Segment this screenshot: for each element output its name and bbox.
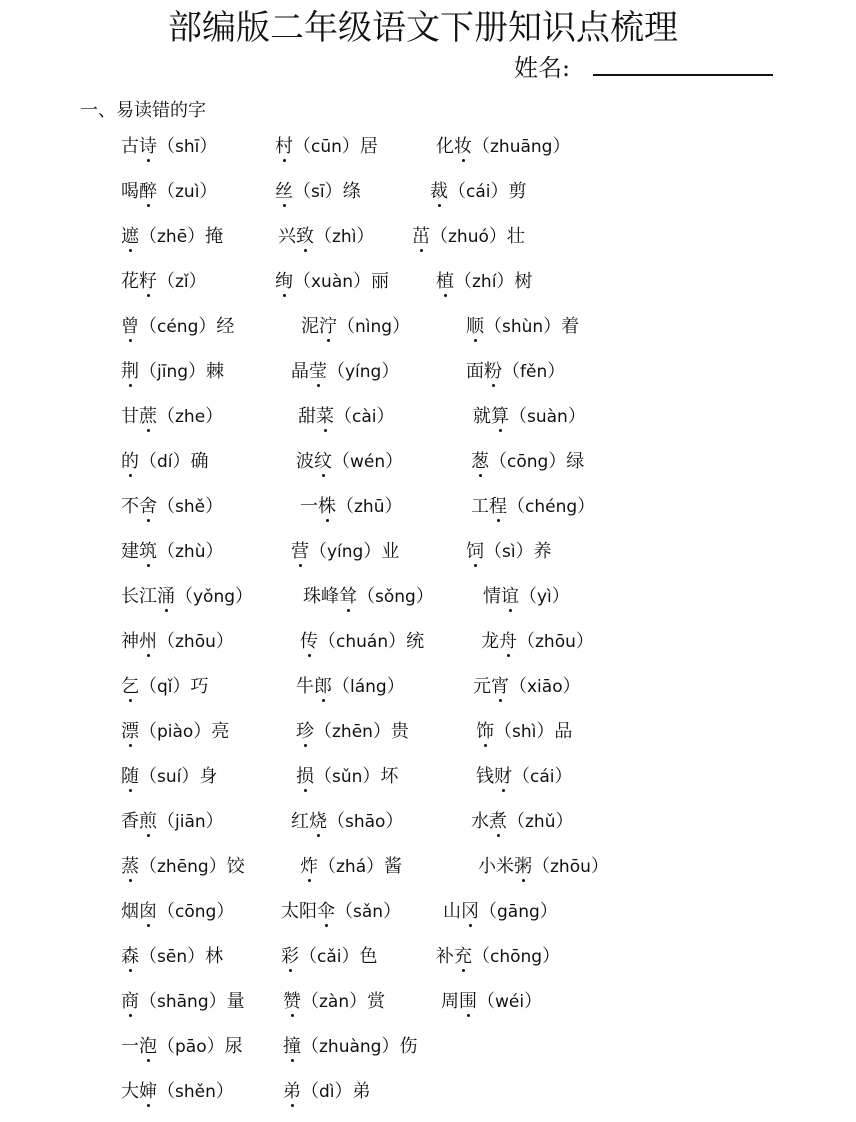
word-entry: 水煮（zhǔ） (471, 807, 573, 837)
word-entry: 面粉（fěn） (466, 357, 565, 387)
emphasis-dot (324, 429, 327, 432)
word-entry: 建筑（zhù） (121, 537, 223, 567)
emphasis-dot (474, 339, 477, 342)
emphasis-dot (129, 249, 132, 252)
word-entry: 茁（zhuó）壮 (412, 222, 525, 252)
word-entry: 蒸（zhēng）饺 (121, 852, 245, 882)
word-entry: 神州（zhōu） (121, 627, 234, 657)
word-entry: 化妆（zhuāng） (436, 132, 570, 162)
word-entry: 的（dí）确 (121, 447, 209, 477)
emphasis-dot (283, 294, 286, 297)
emphasis-dot (147, 159, 150, 162)
word-entry: 烟囱（cōng） (121, 897, 234, 927)
word-entry: 绚（xuàn）丽 (275, 267, 389, 297)
emphasis-dot (304, 789, 307, 792)
emphasis-dot (129, 744, 132, 747)
word-entry: 波纹（wén） (296, 447, 403, 477)
word-entry: 喝醉（zuì） (121, 177, 217, 207)
word-entry: 大婶（shěn） (121, 1077, 234, 1107)
emphasis-dot (507, 654, 510, 657)
emphasis-dot (308, 879, 311, 882)
word-entry: 龙舟（zhōu） (481, 627, 594, 657)
word-entry: 饰（shì）品 (476, 717, 572, 747)
word-entry: 曾（céng）经 (121, 312, 234, 342)
word-entry: 香煎（jiān） (121, 807, 224, 837)
emphasis-dot (474, 564, 477, 567)
emphasis-dot (479, 474, 482, 477)
word-entry: 不舍（shě） (121, 492, 223, 522)
page-title: 部编版二年级语文下册知识点梳理 (168, 8, 678, 48)
emphasis-dot (317, 834, 320, 837)
word-entry: 传（chuán）统 (300, 627, 424, 657)
word-entry: 顺（shùn）着 (466, 312, 579, 342)
emphasis-dot (147, 654, 150, 657)
emphasis-dot (129, 474, 132, 477)
emphasis-dot (291, 1014, 294, 1017)
word-entry: 钱财（cái） (476, 762, 573, 792)
word-entry: 炸（zhá）酱 (300, 852, 402, 882)
emphasis-dot (129, 1014, 132, 1017)
emphasis-dot (291, 1059, 294, 1062)
emphasis-dot (492, 384, 495, 387)
word-entry: 周围（wéi） (441, 987, 542, 1017)
word-entry: 饲（sì）养 (466, 537, 552, 567)
word-entry: 太阳伞（sǎn） (281, 897, 401, 927)
emphasis-dot (129, 969, 132, 972)
word-entry: 村（cūn）居 (275, 132, 378, 162)
emphasis-dot (462, 159, 465, 162)
emphasis-dot (497, 519, 500, 522)
word-entry: 补充（chōng） (436, 942, 560, 972)
word-entry: 牛郎（láng） (296, 672, 405, 702)
emphasis-dot (299, 564, 302, 567)
emphasis-dot (326, 519, 329, 522)
emphasis-dot (420, 249, 423, 252)
emphasis-dot (469, 924, 472, 927)
word-entry: 元宵（xiāo） (473, 672, 581, 702)
word-entry: 植（zhí）树 (436, 267, 532, 297)
word-entry: 撞（zhuàng）伤 (283, 1032, 417, 1062)
word-entry: 情谊（yì） (483, 582, 570, 612)
emphasis-dot (438, 204, 441, 207)
emphasis-dot (325, 924, 328, 927)
word-entry: 一泡（pāo）尿 (121, 1032, 243, 1062)
word-entry: 一株（zhū） (300, 492, 402, 522)
word-entry: 荆（jīng）棘 (121, 357, 224, 387)
emphasis-dot (499, 429, 502, 432)
word-entry: 小米粥（zhōu） (478, 852, 609, 882)
emphasis-dot (147, 564, 150, 567)
emphasis-dot (291, 1104, 294, 1107)
emphasis-dot (147, 1104, 150, 1107)
word-entry: 长江涌（yǒng） (121, 582, 253, 612)
emphasis-dot (129, 339, 132, 342)
name-input-line[interactable] (593, 74, 773, 76)
word-entry: 弟（dì）弟 (283, 1077, 371, 1107)
word-entry: 古诗（shī） (121, 132, 217, 162)
emphasis-dot (509, 609, 512, 612)
word-entry: 遮（zhē）掩 (121, 222, 223, 252)
emphasis-dot (322, 699, 325, 702)
emphasis-dot (304, 249, 307, 252)
emphasis-dot (129, 699, 132, 702)
word-entry: 红烧（shāo） (291, 807, 403, 837)
word-entry: 珠峰耸（sǒng） (303, 582, 434, 612)
word-entry: 彩（cǎi）色 (281, 942, 378, 972)
word-entry: 兴致（zhì） (278, 222, 374, 252)
emphasis-dot (317, 384, 320, 387)
emphasis-dot (129, 789, 132, 792)
emphasis-dot (147, 204, 150, 207)
emphasis-dot (308, 654, 311, 657)
word-entry: 晶莹（yíng） (291, 357, 399, 387)
name-label: 姓名: (514, 54, 571, 82)
emphasis-dot (322, 474, 325, 477)
emphasis-dot (147, 834, 150, 837)
emphasis-dot (283, 159, 286, 162)
emphasis-dot (444, 294, 447, 297)
word-entry: 山冈（gāng） (443, 897, 558, 927)
word-entry: 损（sǔn）坏 (296, 762, 398, 792)
emphasis-dot (147, 1059, 150, 1062)
word-entry: 珍（zhēn）贵 (296, 717, 409, 747)
section-heading: 一、易读错的字 (80, 100, 206, 121)
word-entry: 漂（piào）亮 (121, 717, 229, 747)
word-entry: 葱（cōng）绿 (471, 447, 584, 477)
emphasis-dot (497, 834, 500, 837)
word-entry: 随（suí）身 (121, 762, 217, 792)
word-entry: 就算（suàn） (473, 402, 586, 432)
word-entry: 工程（chéng） (471, 492, 595, 522)
emphasis-dot (499, 699, 502, 702)
emphasis-dot (147, 519, 150, 522)
word-entry: 赞（zàn）赏 (283, 987, 385, 1017)
emphasis-dot (484, 744, 487, 747)
word-entry: 商（shāng）量 (121, 987, 245, 1017)
word-entry: 森（sēn）林 (121, 942, 223, 972)
emphasis-dot (147, 429, 150, 432)
word-entry: 花籽（zǐ） (121, 267, 207, 297)
emphasis-dot (347, 609, 350, 612)
word-entry: 甜菜（cài） (298, 402, 395, 432)
word-entry: 乞（qǐ）巧 (121, 672, 209, 702)
emphasis-dot (129, 879, 132, 882)
word-entry: 泥泞（nìng） (301, 312, 410, 342)
emphasis-dot (304, 744, 307, 747)
word-entry: 裁（cái）剪 (430, 177, 527, 207)
word-entry: 营（yíng）业 (291, 537, 399, 567)
emphasis-dot (462, 969, 465, 972)
emphasis-dot (522, 879, 525, 882)
emphasis-dot (327, 339, 330, 342)
emphasis-dot (467, 1014, 470, 1017)
word-entry: 丝（sī）绦 (275, 177, 361, 207)
emphasis-dot (289, 969, 292, 972)
emphasis-dot (147, 294, 150, 297)
emphasis-dot (129, 384, 132, 387)
emphasis-dot (283, 204, 286, 207)
emphasis-dot (502, 789, 505, 792)
word-entry: 甘蔗（zhe） (121, 402, 223, 432)
emphasis-dot (147, 924, 150, 927)
emphasis-dot (165, 609, 168, 612)
